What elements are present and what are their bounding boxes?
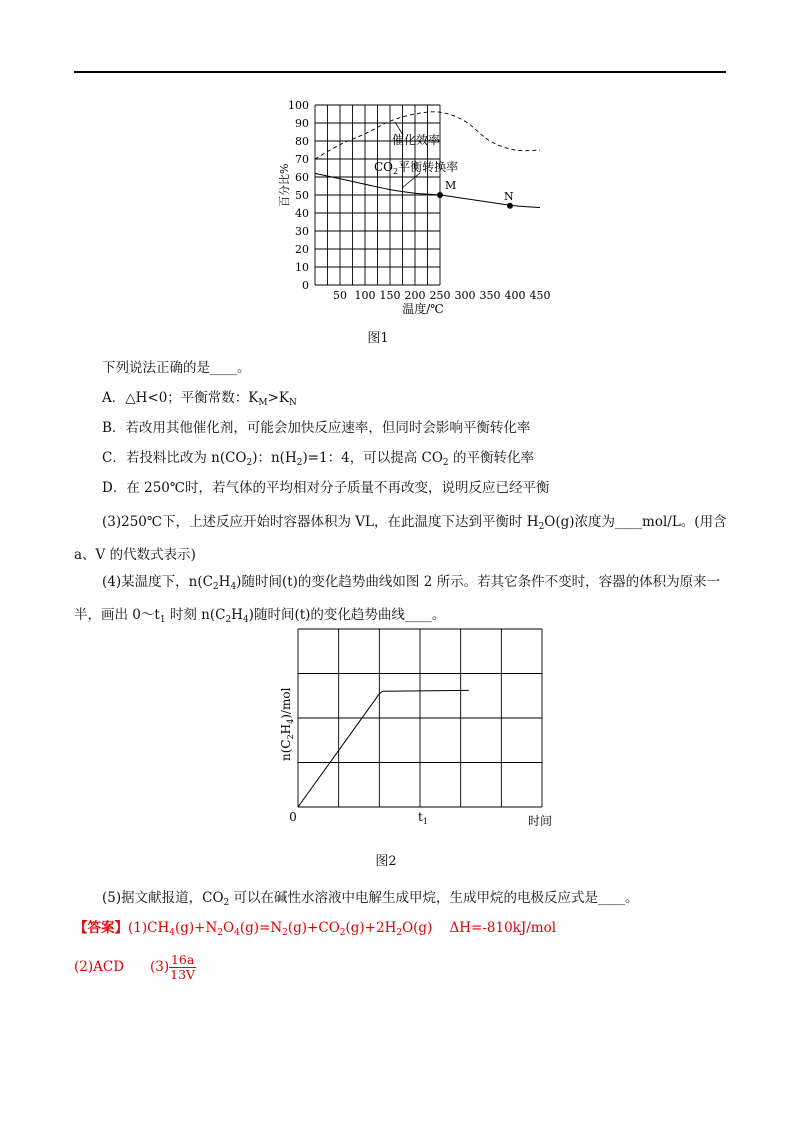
fig1-point-label-n: N: [504, 189, 514, 203]
fig1-x-axis-label: 温度/℃: [402, 302, 444, 316]
fig1-y-tick-label: 30: [295, 225, 309, 238]
figure-1-caption: 图1: [367, 331, 389, 346]
fig1-x-tick-label: 300: [454, 289, 476, 302]
fig2-y-axis-label: $n(C_2H_4)$/mol: [279, 687, 295, 761]
fig1-x-tick-label: 450: [529, 289, 551, 302]
fig1-point-m: [437, 192, 443, 198]
fig1-x-tick-label: 150: [379, 289, 401, 302]
fig1-x-tick-label: 100: [354, 289, 376, 302]
question-5: (5)据文献报道，$CO_2$ 可以在碱性水溶液中电解生成甲烷，生成甲烷的电极反应式是____。: [102, 890, 639, 908]
fig1-y-tick-label: 60: [295, 171, 309, 184]
curve1-label: 催化效率: [392, 133, 441, 147]
figure-1-chart: [270, 95, 560, 320]
header-rule: [74, 71, 726, 73]
fig1-y-tick-label: 100: [288, 99, 309, 112]
fig1-y-tick-label: 40: [295, 207, 309, 220]
fig1-grid: [315, 105, 440, 285]
fig1-x-ticks: [333, 289, 551, 302]
fig1-y-ticks: [288, 99, 309, 292]
series-n-c2h4: [298, 690, 469, 807]
fig1-y-tick-label: 10: [295, 261, 309, 274]
question-intro: 下列说法正确的是____。: [102, 360, 251, 376]
fig1-y-tick-label: 80: [295, 135, 309, 148]
fig1-x-tick-label: 350: [479, 289, 501, 302]
question-4: (4)某温度下，$n(C_2H_4)$随时间(t)的变化趋势曲线如图 2 所示。若其它条件不变时，容器的体积为原来一 半，画出 $0\sim t_1$ 时刻 $n(C_2H_4)$随时间(t)的变化趋势曲线____。: [74, 574, 721, 625]
fig2-x-axis-label: 时间: [527, 814, 553, 828]
fig1-y-tick-label: 50: [295, 189, 309, 202]
fig1-x-tick-label: 400: [504, 289, 526, 302]
fig1-y-tick-label: 0: [302, 279, 309, 292]
answer-1: 【答案】$(1)CH_4(g)+N_2O_4(g)=N_2(g)+CO_2(g)+2H_2O(g)$ ΔH=-810kJ/mol: [74, 920, 557, 938]
curve2-label: $CO_2$平衡转换率: [374, 160, 459, 176]
co2-leader-line: [402, 173, 420, 188]
fig2-grid: [298, 629, 542, 807]
figure-2-chart: [270, 625, 570, 835]
fig1-y-tick-label: 70: [295, 153, 309, 166]
figure-2-caption: 图2: [375, 854, 397, 869]
fig1-y-axis-label: 百分比%: [278, 163, 291, 207]
fig1-x-tick-label: 50: [333, 289, 347, 302]
fig2-t1-label: $t_1$: [418, 810, 428, 826]
answer-2-3: (2)ACD (3) $\frac{16a}{13V}$: [74, 952, 196, 982]
question-3: (3)250℃下，上述反应开始时容器体积为 VL，在此温度下达到平衡时 $H_2O(g)$浓度为____mol/L。(用含 a、V 的代数式表示): [74, 514, 727, 563]
fig1-point-n: [507, 203, 513, 209]
fig1-x-tick-label: 250: [429, 289, 451, 302]
option-c: C．若投料比改为 $n(CO_2)$：$n(H_2)=1$：4，可以提高 $CO_2$ 的平衡转化率: [102, 450, 534, 468]
option-a: A．△H<0；平衡常数：$K_M>K_N$: [102, 390, 297, 408]
fig2-origin-label: 0: [289, 810, 297, 824]
option-d: D．在 250℃时，若气体的平均相对分子质量不再改变，说明反应已经平衡: [102, 480, 550, 496]
fig1-y-tick-label: 90: [295, 117, 309, 130]
fig1-y-tick-label: 20: [295, 243, 309, 256]
answer-3-fraction: $\frac{16a}{13V}$: [170, 952, 196, 982]
fig1-x-tick-label: 200: [404, 289, 426, 302]
fig1-point-label-m: M: [445, 179, 457, 192]
option-b: B．若改用其他催化剂，可能会加快反应速率，但同时会影响平衡转化率: [102, 420, 531, 436]
